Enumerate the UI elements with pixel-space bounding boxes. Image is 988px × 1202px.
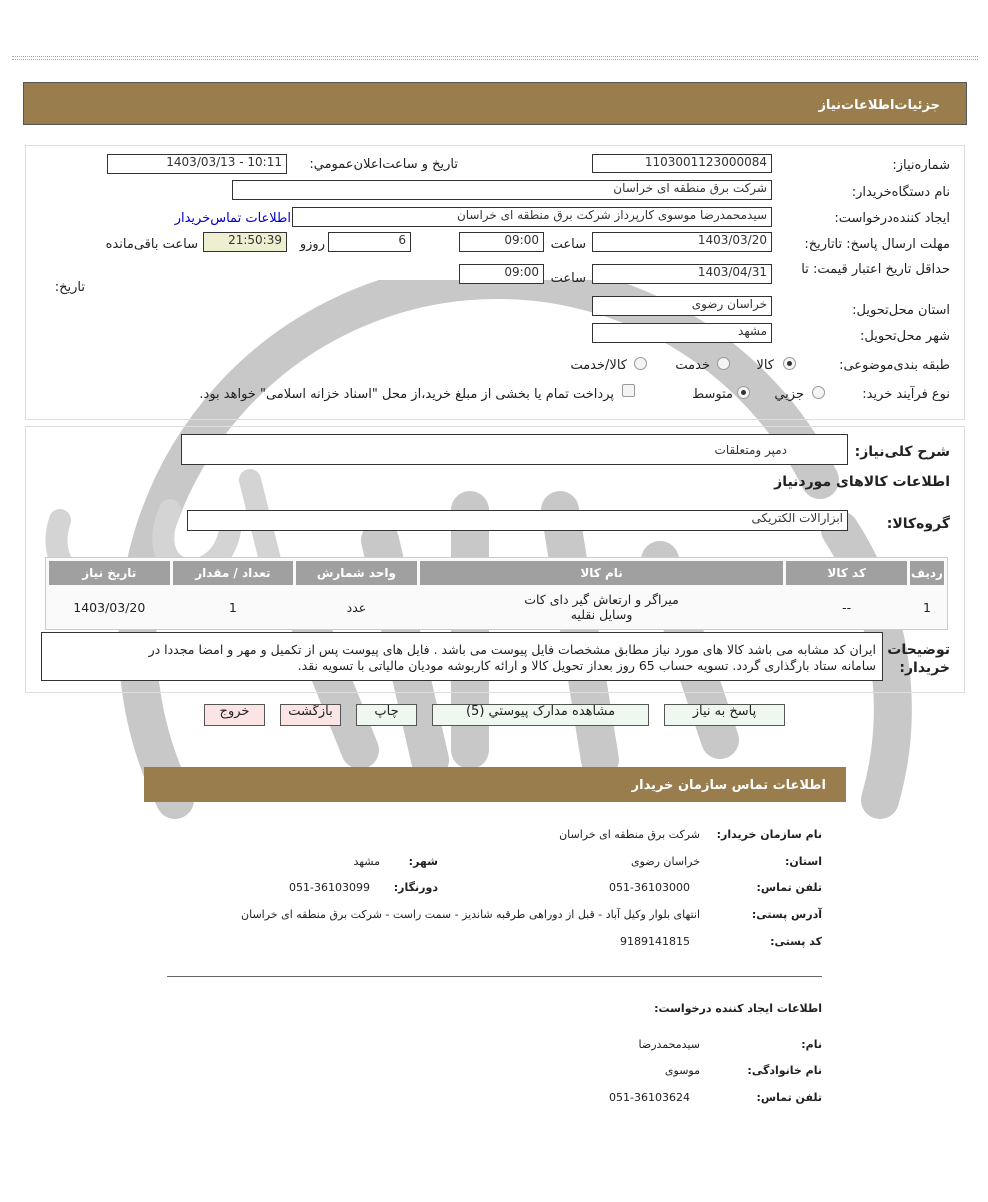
contact-header [144, 767, 846, 802]
requester-field[interactable]: سیدمحمدرضا موسوی کارپرداز شرکت برق منطقه ای خراسان [292, 207, 772, 227]
goods-table-wrapper [45, 557, 948, 630]
days-label: روزو [299, 237, 325, 252]
deadline-label: مهلت ارسال پاسخ: تاتاریخ: [804, 237, 950, 252]
header-qty: تعداد / مقدار [173, 561, 294, 585]
contact-divider [167, 976, 822, 977]
contact-city-label: شهر: [408, 855, 438, 868]
print-button[interactable]: چاپ [356, 704, 417, 726]
purchase-radio-minor[interactable] [812, 386, 825, 399]
buyer-notes-line1: ایران کد مشابه می باشد کالا های مورد نیاز مطابق مشخصات فایل پیوست می باشد . فایل های پیوست پس از تکمیل و مهر و امضا مجددا در [148, 642, 876, 657]
goods-table [46, 558, 947, 629]
contact-address-label: آدرس پستی: [751, 908, 822, 921]
goods-group-field[interactable]: ابزارالات الکتریکی [187, 510, 848, 531]
purchase-type-label: نوع فرآیند خرید: [862, 387, 950, 402]
price-validity-time-label: ساعت [550, 271, 586, 286]
header-code: کد کالا [786, 561, 907, 585]
buyer-org-label: نام دستگاه‌خریدار: [851, 185, 950, 200]
days-field[interactable]: 6 [328, 232, 411, 252]
table-row[interactable] [49, 588, 944, 626]
contact-address: انتهای بلوار وکیل آباد - قبل از دوراهی طرقبه شاندیز - سمت راست - شرکت برق منطقه ای خراسان [241, 908, 700, 921]
contact-org-label: نام سازمان خریدار: [716, 828, 822, 841]
remaining-time-field: 21:50:39 [203, 232, 287, 252]
buyer-org-field[interactable]: شرکت برق منطقه ای خراسان [232, 180, 772, 200]
city-field[interactable]: مشهد [592, 323, 772, 343]
contact-fax-label: دورنگار: [393, 881, 438, 894]
creator-family-label: نام خانوادگی: [747, 1064, 822, 1077]
remaining-time-label: ساعت باقی‌مانده [105, 237, 198, 252]
purchase-option-minor: جزیي [774, 387, 804, 402]
deadline-date-field[interactable]: 1403/03/20 [592, 232, 772, 252]
cell-date: 1403/03/20 [73, 599, 146, 615]
buyer-notes-label-1: توضیحات [887, 642, 950, 658]
contact-province-label: استان: [785, 855, 822, 868]
creator-name-label: نام: [801, 1038, 822, 1051]
attachments-button[interactable]: مشاهده مدارک پیوستي (5) [432, 704, 649, 726]
cell-name-line1: میراگر و ارتعاش گیر دای کات [524, 592, 679, 607]
requester-label: ایجاد کننده‌درخواست: [834, 211, 950, 226]
price-validity-label-line1: حداقل تاریخ اعتبار قیمت: تا [801, 262, 950, 277]
contact-fax: 051-36103099 [289, 881, 370, 894]
buyer-notes-label-2: خریدار: [899, 660, 950, 676]
creator-phone-label: تلفن تماس: [756, 1091, 822, 1104]
category-option-both: کالا/خدمت [570, 358, 627, 373]
purchase-radio-medium[interactable] [737, 386, 750, 399]
contact-phone: 051-36103000 [609, 881, 690, 894]
creator-header: اطلاعات ایجاد کننده درخواست: [654, 1002, 822, 1015]
respond-button[interactable]: پاسخ به نیاز [664, 704, 785, 726]
deadline-time-label: ساعت [550, 237, 586, 252]
need-number-field[interactable]: 1103001123000084 [592, 154, 772, 173]
category-radio-service[interactable] [717, 357, 730, 370]
cell-code: -- [842, 599, 852, 615]
cell-unit: عدد [346, 599, 367, 615]
price-validity-time-field[interactable]: 09:00 [459, 264, 544, 284]
category-option-service: خدمت [675, 358, 710, 373]
deadline-time-field[interactable]: 09:00 [459, 232, 544, 252]
category-radio-both[interactable] [634, 357, 647, 370]
contact-province: خراسان رضوی [630, 855, 700, 868]
table-header-row [49, 561, 944, 585]
buyer-notes-line2: سامانه ستاد بارگذاری گردد. تسویه حساب 65 روز بعداز تحویل کالا و ارائه کاربوشه مودیان مالیاتی با تسویه نقد. [297, 658, 876, 673]
treasury-checkbox[interactable] [622, 384, 635, 397]
buyer-contact-link[interactable]: اطلاعات تماس‌خریدار [174, 211, 291, 226]
creator-phone: 051-36103624 [609, 1091, 690, 1104]
contact-phone-label: تلفن تماس: [756, 881, 822, 894]
header-row-num: ردیف [910, 561, 944, 585]
contact-city: مشهد [353, 855, 380, 868]
contact-postal-label: کد پستی: [770, 935, 822, 948]
page-header-title: جزئیات‌اطلاعات‌نیاز [818, 98, 940, 113]
header-name: نام کالا [420, 561, 784, 585]
announce-datetime-field[interactable]: 1403/03/13 - 10:11 [107, 154, 287, 174]
header-date: تاریخ نیاز [49, 561, 170, 585]
province-field[interactable]: خراسان رضوی [592, 296, 772, 316]
header-unit: واحد شمارش [296, 561, 417, 585]
need-number-label: شماره‌نیاز: [892, 158, 950, 173]
desc-label: شرح کلی‌نیاز: [854, 444, 950, 460]
price-validity-label-line2: تاریخ: [54, 280, 85, 295]
cell-row-num: 1 [923, 599, 931, 615]
treasury-text: پرداخت تمام یا بخشی از مبلغ خرید،از محل "اسناد خزانه اسلامی" خواهد بود. [199, 387, 614, 402]
contact-header-title: اطلاعات تماس سازمان خریدار [631, 778, 826, 793]
cell-qty: 1 [228, 599, 237, 615]
desc-field[interactable]: دمپر ومتعلقات [181, 434, 848, 465]
purchase-option-medium: متوسط [692, 387, 733, 402]
buyer-notes-box [41, 632, 883, 681]
contact-postal: 9189141815 [620, 935, 690, 948]
province-label: استان محل‌تحویل: [852, 303, 950, 318]
creator-name: سیدمحمدرضا [638, 1038, 700, 1051]
announce-datetime-label: تاریخ و ساعت‌اعلان‌عمومي: [309, 157, 458, 172]
page-header [23, 82, 967, 125]
cell-name [420, 588, 784, 626]
category-label: طبقه بندی‌موضوعی: [839, 358, 950, 373]
goods-group-label: گروه‌کالا: [886, 516, 950, 532]
goods-info-title: اطلاعات کالاهای مورد‌نیاز [774, 474, 950, 490]
creator-family: موسوی [664, 1064, 700, 1077]
price-validity-date-field[interactable]: 1403/04/31 [592, 264, 772, 284]
back-button[interactable]: بازگشت [280, 704, 341, 726]
city-label: شهر محل‌تحویل: [860, 329, 950, 344]
contact-org: شرکت برق منطقه ای خراسان [559, 828, 700, 841]
category-radio-goods[interactable] [783, 357, 796, 370]
category-option-goods: کالا [756, 358, 774, 373]
exit-button[interactable]: خروج [204, 704, 265, 726]
cell-name-line2: وسایل نقلیه [570, 607, 633, 622]
